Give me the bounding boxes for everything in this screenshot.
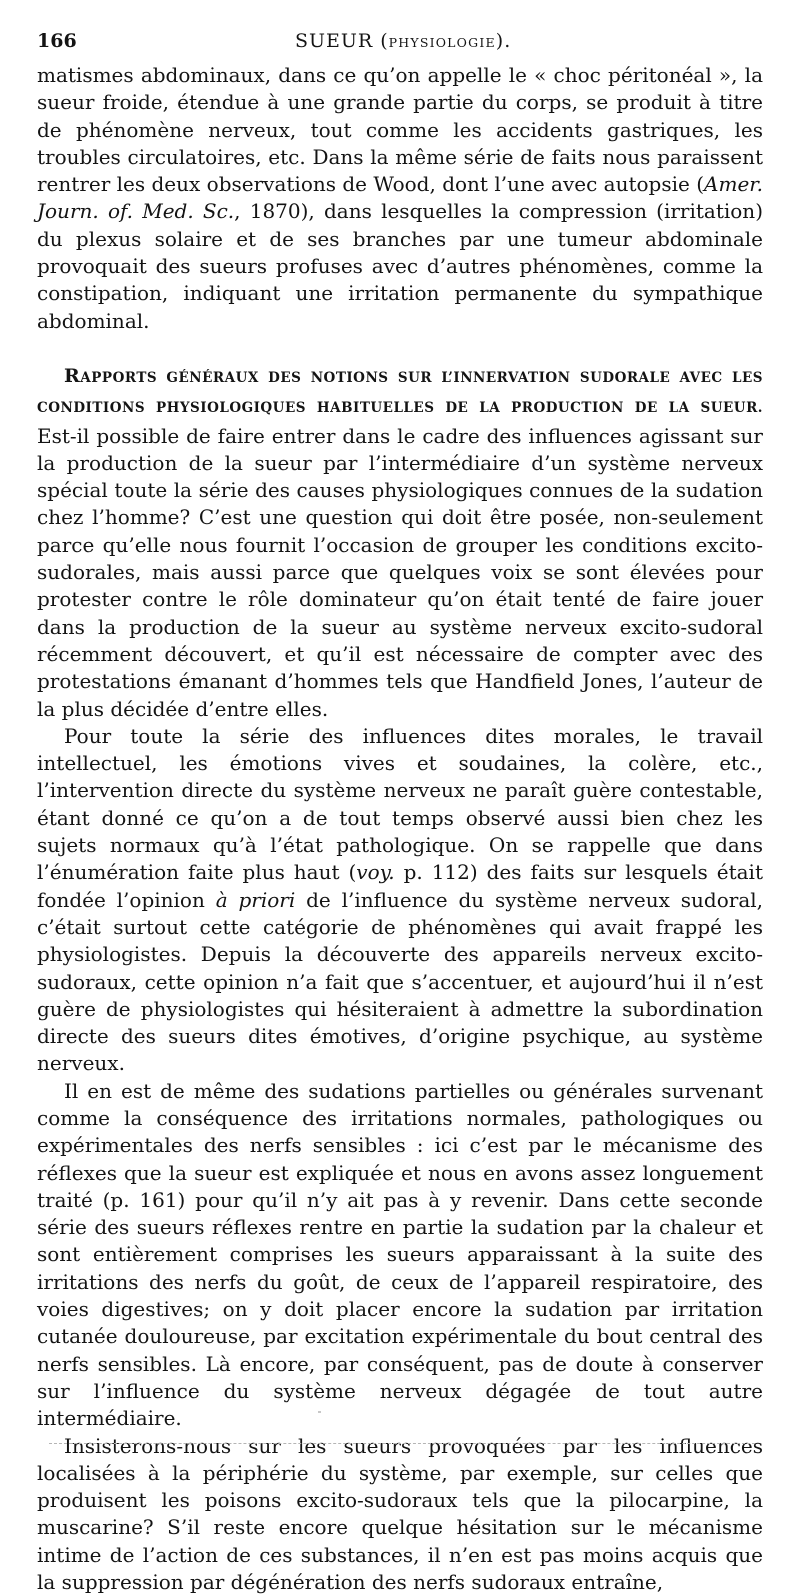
print-speck [318, 1411, 321, 1413]
paragraph-text: de l’influence du système nerveux sudoral, c’était surtout cette catégorie de phénomènes qui avait frappé les physiologistes. Depuis la découverte des appareils nerveux excito-sudoraux, cette opinion n’a fait que s’accentuer, et aujourd’hui il n’est guère de physiologistes qui hésiteraient à admettre la subordination directe des sueurs dites émotives, d’origine psychique, au système nerveux. [37, 887, 763, 1076]
page-number: 166 [37, 30, 77, 52]
section-paragraph [37, 362, 763, 723]
paragraph-text: , 1870), dans lesquelles la compression (irritation) du plexus solaire et de ses branches par une tumeur abdominale provoquait des sueurs profuses avec d’autres phénomènes, comme la constipation, indiquant une irritation permanente du sympathique abdominal. [37, 199, 763, 333]
running-title [295, 30, 511, 52]
footer-dotted-rule [49, 1443, 755, 1444]
paragraph-text: Il en est de même des sudations partielles ou générales survenant comme la conséquence des irritations normales, pathologiques ou expérimentales des nerfs sensibles : ici c’est par le mécanisme des réflexes que la sueur est expliquée et nous en avons assez longuement traité (p. 161) pour qu’il n’y ait pas à y revenir. Dans cette seconde série des sueurs réflexes rentre en partie la sudation par la chaleur et sont entièrement comprises les sueurs apparaissant à la suite des irritations des nerfs du goût, de ceux de l’appareil respiratoire, des voies digestives; on y doit placer encore la sudation par irritation cutanée douloureuse, par excitation expérimentale du bout central des nerfs sensibles. Là encore, par conséquent, pas de doute à conserver sur l’influence du système nerveux dégagée de tout autre intermédiaire. [37, 1078, 763, 1431]
paragraph-text: Insisterons-nous sur les sueurs provoquées par les influences localisées à la périphérie du système, par exemple, sur celles que produisent les poisons excito-sudoraux tels que la pilocarpine, la muscarine? S’il reste encore quelque hésitation sur le mécanisme intime de l’action de ces substances, il n’en est pas moins acquis que la suppression par dégénération des nerfs sudoraux entraîne, [37, 1433, 763, 1595]
paragraph-text: Est-il possible de faire entrer dans le cadre des influences agissant sur la production de la sueur par l’intermédiaire d’un système nerveux spécial toute la série des causes physiologiques connues de la sudation chez l’homme? C’est une question qui doit être posée, non-seulement parce qu’elle nous fournit l’occasion de grouper les conditions excito-sudorales, mais aussi parce que quelques voix se sont élevées pour protester contre le rôle dominateur qu’on était tenté de faire jouer dans la production de la sueur au système nerveux excito-sudoral récemment découvert, et qu’il est nécessaire de compter avec des protestations émanant d’hommes tels que Handfield Jones, l’auteur de la plus décidée d’entre elles. [37, 423, 763, 721]
italic-a-priori: à priori [215, 887, 296, 912]
running-title-subject: PHYSIOLOGIE [388, 35, 496, 50]
book-page [37, 26, 763, 1596]
paragraph [37, 1433, 763, 1596]
citation-journal: Amer. Journ. of. Med. Sc. [37, 172, 763, 224]
running-title-paren-close: ). [495, 30, 512, 52]
paragraph-text: Pour toute la série des influences dites morales, le travail intellectuel, les émotions vives et soudaines, la colère, etc., l’intervention directe du système nerveux ne paraît guère contestable, étant donné ce qu’on a de tout temps observé aussi bien chez les sujets normaux qu’à l’état pathologique. On se rappelle que dans l’énumération faite plus haut ( [37, 723, 763, 885]
italic-voy: voy. [356, 860, 395, 885]
section-heading-initial: R [64, 364, 81, 387]
running-title-paren-open: ( [373, 30, 389, 52]
paragraph [37, 1078, 763, 1433]
paragraph [37, 723, 763, 1078]
paragraph-text: p. 112) des faits sur lesquels était fondée l’opinion [37, 860, 763, 912]
paragraph-text: matismes abdominaux, dans ce qu’on appelle le « choc péritonéal », la sueur froide, étendue à une grande partie du corps, se produit à titre de phénomène nerveux, tout comme les accidents gastriques, les troubles circulatoires, etc. Dans la même série de faits nous paraissent rentrer les deux observations de Wood, dont l’une avec autopsie ( [37, 63, 763, 197]
section-heading [37, 364, 763, 417]
section-heading-text: APPORTS GÉNÉRAUX DES NOTIONS SUR L’INNERVATION SUDORALE AVEC LES CONDITIONS PHYSIOLOGIQUES HABITUELLES DE LA PRODUCTION DE LA SUEUR. [37, 369, 763, 417]
paragraph-continuation [37, 62, 763, 335]
running-title-main: SUEUR [295, 30, 374, 52]
running-head [37, 26, 763, 62]
